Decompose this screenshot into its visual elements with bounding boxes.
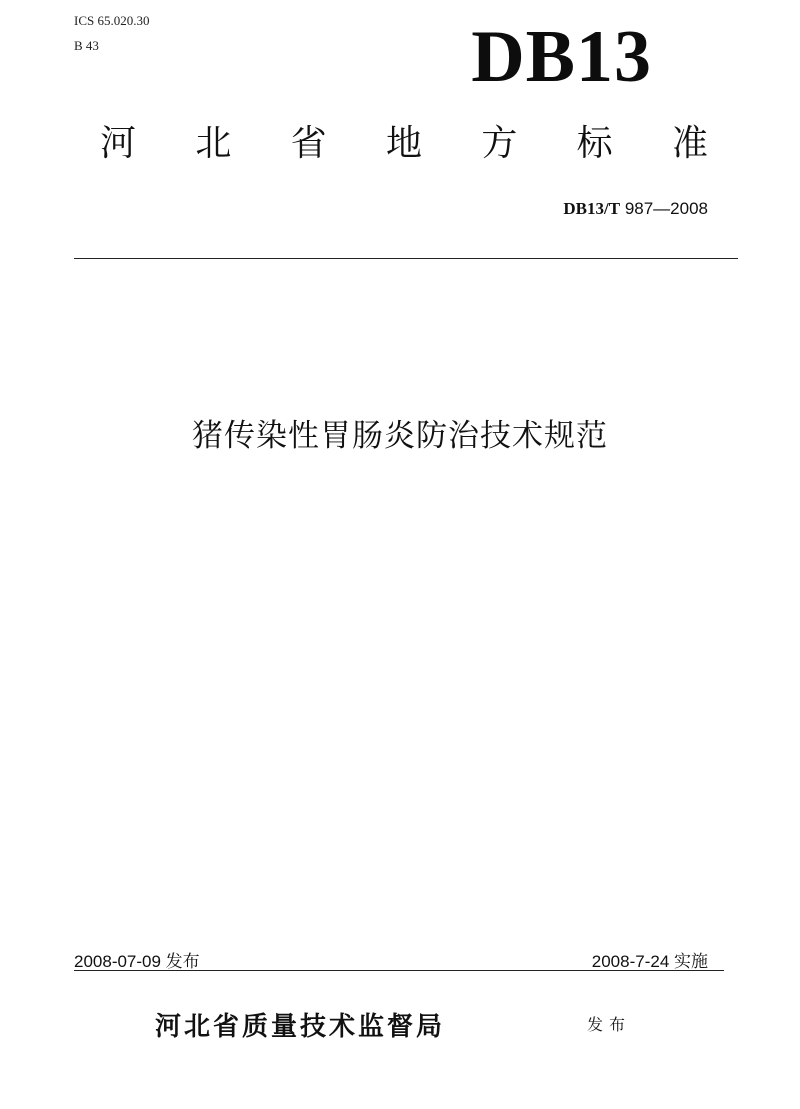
issue-date: 2008-07-09 发布 [74, 952, 200, 971]
standard-number-prefix: DB13/T [563, 199, 621, 218]
bottom-divider [74, 970, 724, 971]
standard-number [563, 199, 708, 219]
standard-type-heading [100, 118, 708, 170]
document-title: 猪传染性胃肠炎防治技术规范 [192, 418, 608, 454]
issuing-authority-suffix: 发布 [587, 1015, 632, 1034]
issuing-authority: 河北省质量技术监督局 [155, 1012, 446, 1042]
standard-type-char: 省 [290, 123, 327, 164]
standard-type-char: 地 [385, 123, 422, 164]
standard-type-char: 准 [671, 123, 708, 164]
classification-code: B 43 [74, 38, 99, 53]
standard-number-value: 987—2008 [624, 199, 708, 218]
implementation-date: 2008-7-24 实施 [591, 952, 708, 971]
ics-code: ICS 65.020.30 [74, 13, 150, 28]
top-divider [74, 258, 738, 259]
standard-type-char: 方 [481, 123, 518, 164]
standard-type-char: 标 [576, 123, 613, 164]
standard-type-char: 北 [195, 123, 232, 164]
standard-type-char: 河 [100, 123, 137, 164]
standard-logo: DB13 [471, 16, 652, 98]
